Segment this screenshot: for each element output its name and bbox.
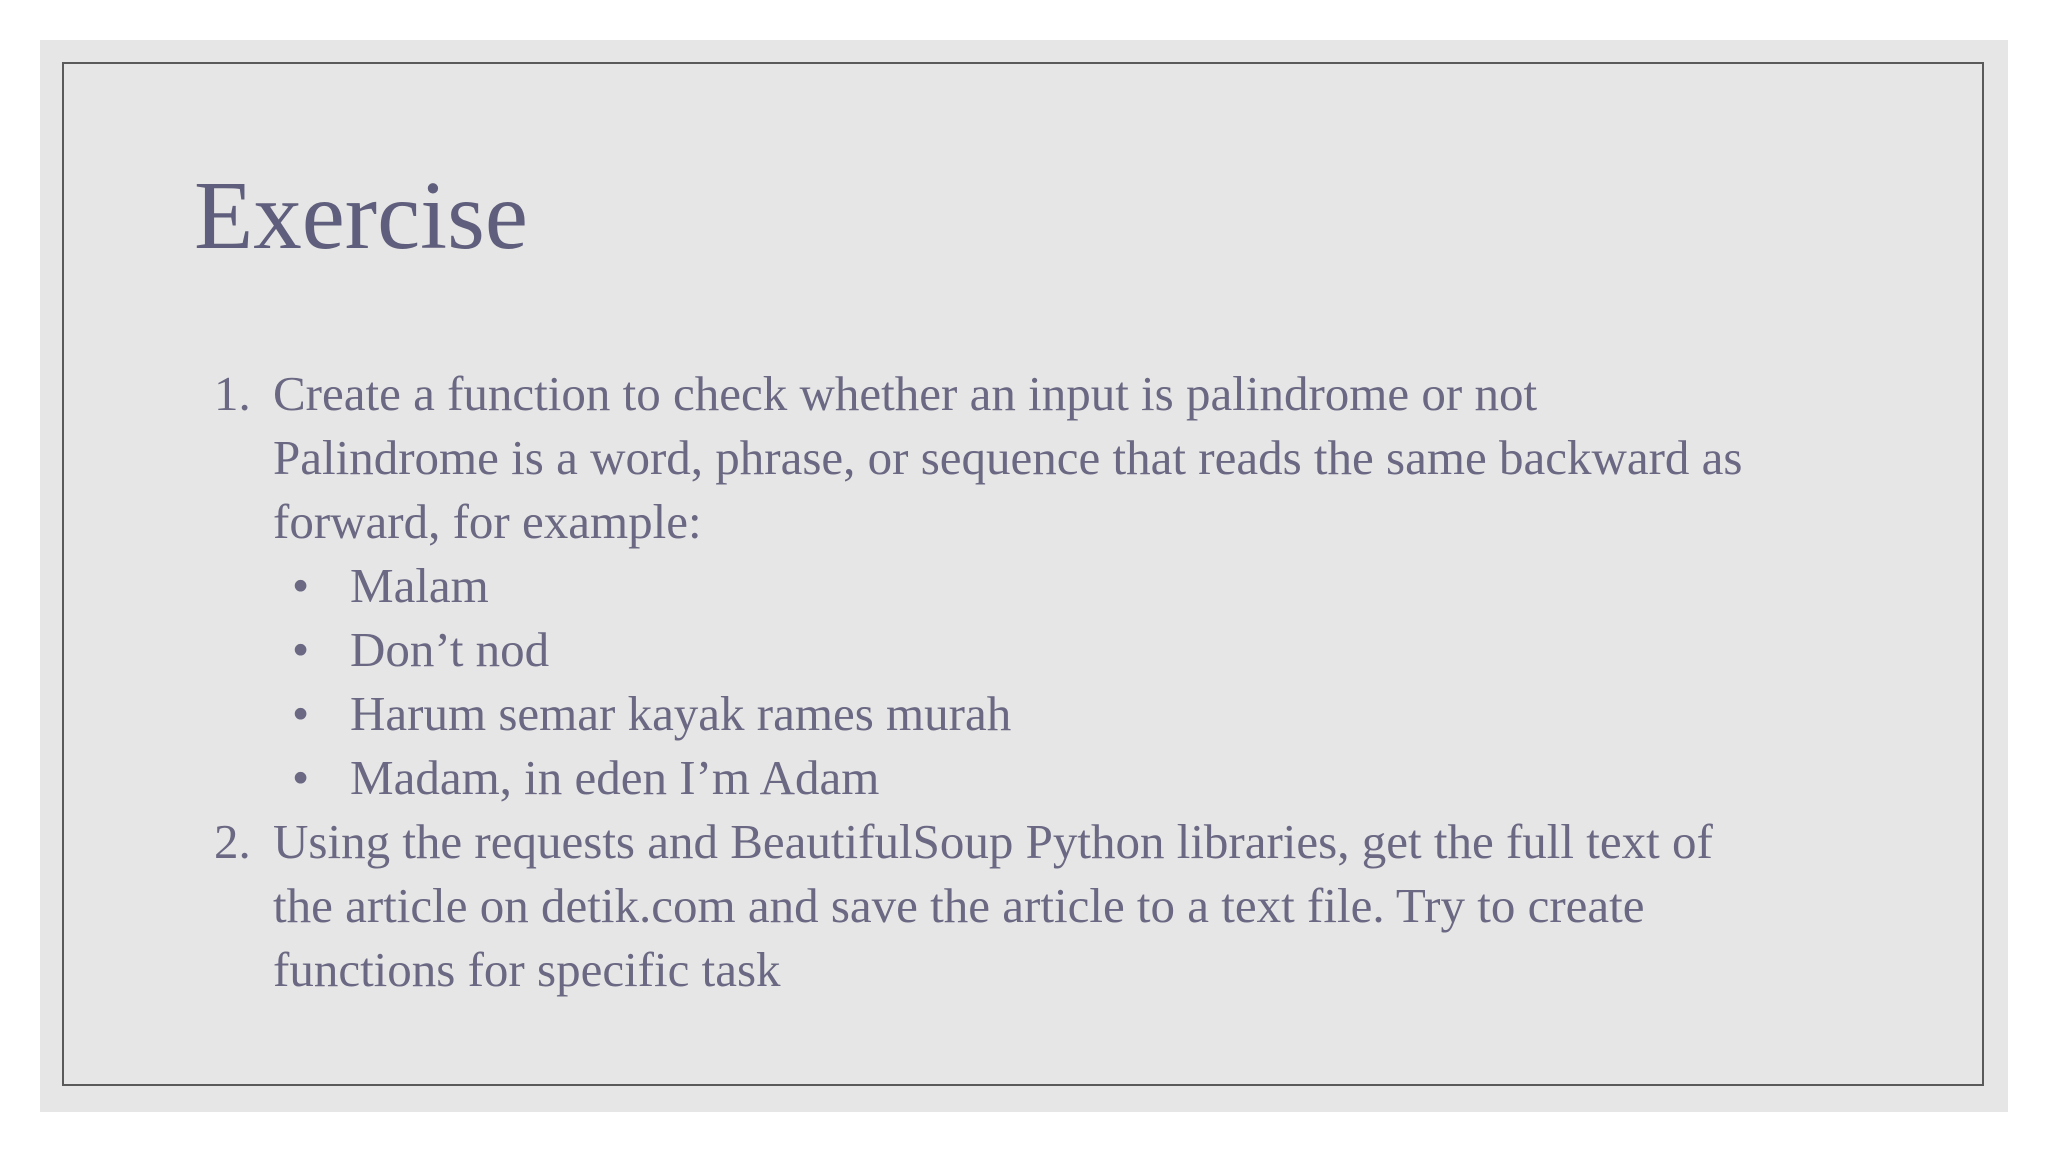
bullet-item <box>40 682 2008 746</box>
bullet-text: Madam, in eden I’m Adam <box>350 750 880 805</box>
bullet-item <box>40 554 2008 618</box>
exercise-item-1 <box>40 362 2008 554</box>
item-text-line: Palindrome is a word, phrase, or sequence that reads the same backward as <box>273 430 1743 485</box>
bullet-icon: • <box>292 558 310 613</box>
item-number: 2. <box>214 814 251 869</box>
bullet-item <box>40 746 2008 810</box>
bullet-icon: • <box>292 686 310 741</box>
bullet-text: Malam <box>350 558 489 613</box>
slide-body <box>40 362 2008 1002</box>
exercise-item-2 <box>40 810 2008 1002</box>
bullet-text: Don’t nod <box>350 622 550 677</box>
bullet-icon: • <box>292 750 310 805</box>
item-text-line: Create a function to check whether an input is palindrome or not <box>273 366 1538 421</box>
item-number: 1. <box>214 366 251 421</box>
slide-title: Exercise <box>194 162 528 269</box>
slide <box>40 40 2008 1112</box>
bullet-text: Harum semar kayak rames murah <box>350 686 1012 741</box>
bullet-icon: • <box>292 622 310 677</box>
item-text-line: the article on detik.com and save the article to a text file. Try to create <box>273 878 1645 933</box>
item-text-line: forward, for example: <box>273 494 702 549</box>
bullet-item <box>40 618 2008 682</box>
item-text-line: Using the requests and BeautifulSoup Python libraries, get the full text of <box>273 814 1713 869</box>
item-text-line: functions for specific task <box>273 942 781 997</box>
